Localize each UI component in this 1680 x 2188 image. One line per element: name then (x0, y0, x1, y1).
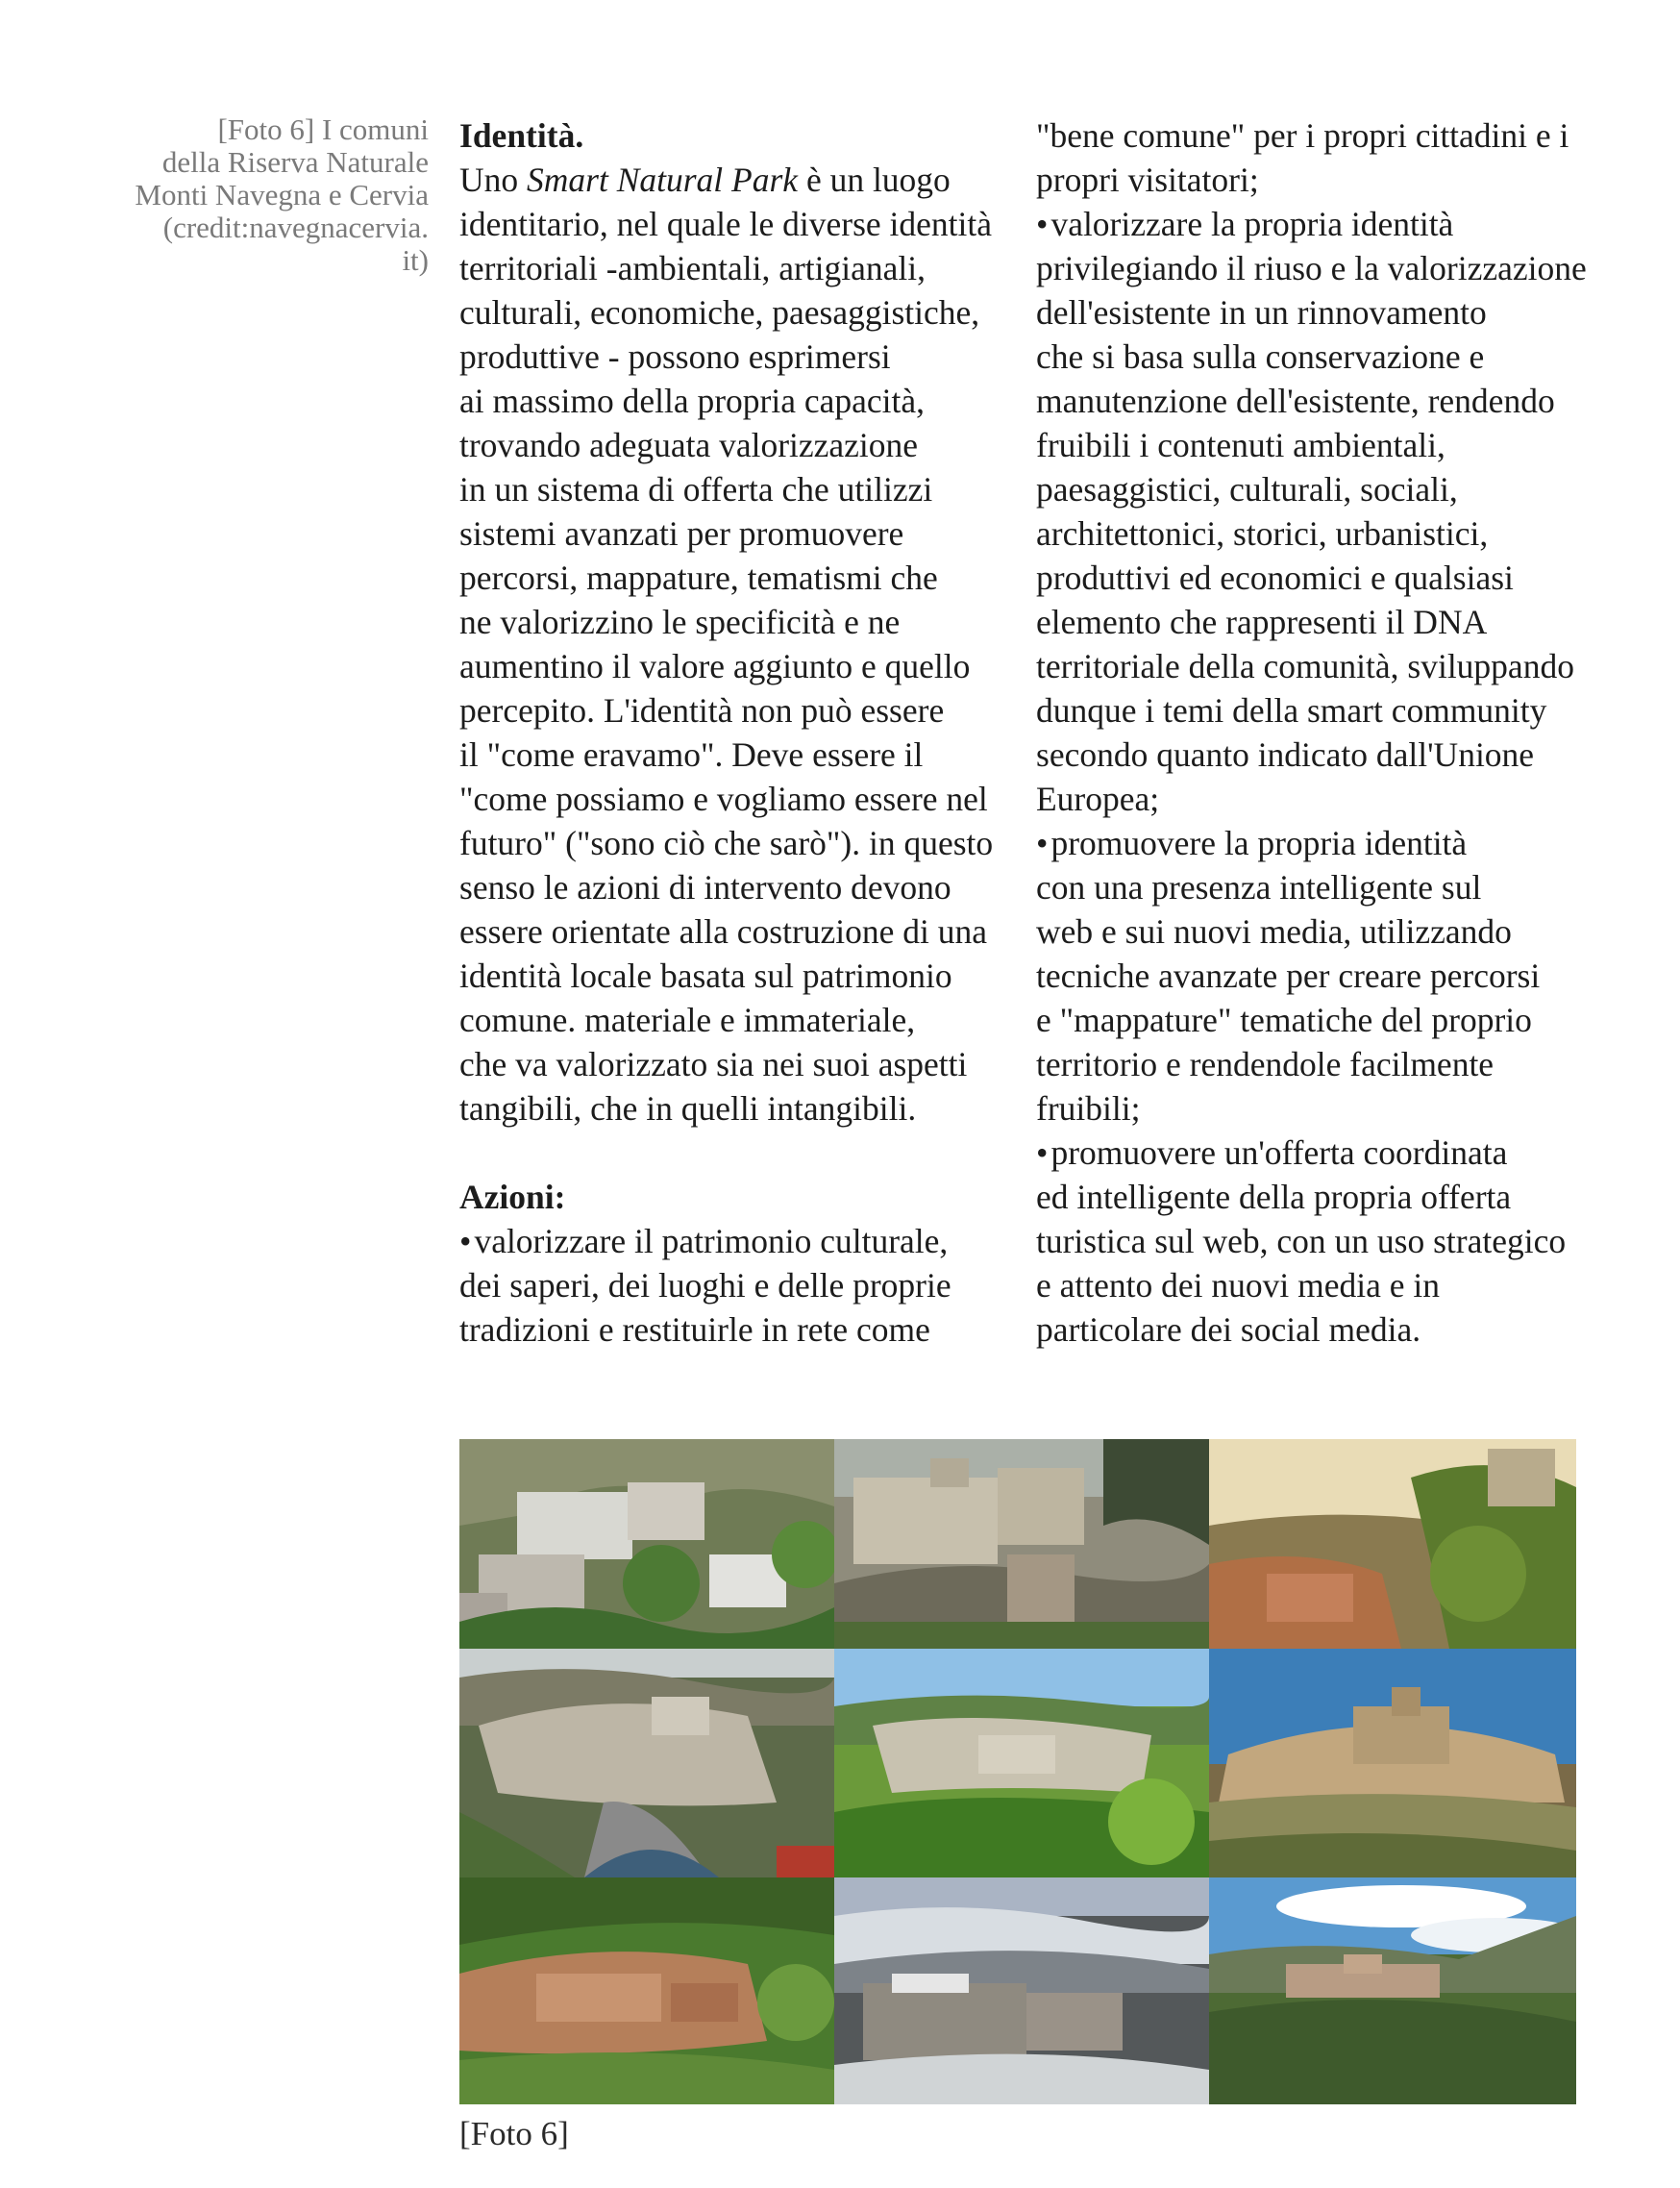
text-line: che si basa sulla conservazione e (1036, 337, 1485, 376)
village-photo-9 (1209, 1877, 1576, 2104)
text-line: dei saperi, dei luoghi e delle proprie (459, 1266, 951, 1305)
bullet-item: • promuovere la propria identità (1036, 821, 1613, 865)
text-line: percepito. L'identità non può essere (459, 691, 945, 730)
text-line: tradizioni e restituirle in rete come (459, 1310, 930, 1349)
text-line: fruibili i contenuti ambientali, (1036, 426, 1445, 464)
caption-line: (credit:navegnacervia. (162, 211, 429, 244)
photo-collage (459, 1439, 1576, 2104)
text-line: tangibili, che in quelli intangibili. (459, 1089, 917, 1128)
text-line: territoriali -ambientali, artigianali, (459, 249, 926, 287)
text-line: sistemi avanzati per promuovere (459, 514, 904, 553)
text-line: elemento che rappresenti il DNA (1036, 603, 1488, 641)
village-photo-8 (834, 1877, 1209, 2104)
bullet-item: • valorizzare il patrimonio culturale, (459, 1219, 1017, 1263)
text-line: aumentino il valore aggiunto e quello (459, 647, 971, 685)
text-line: manutenzione dell'esistente, rendendo (1036, 382, 1555, 420)
village-photo-3 (1209, 1439, 1576, 1649)
village-photo-7 (459, 1877, 834, 2104)
text-line: produttivi ed economici e qualsiasi (1036, 559, 1514, 597)
section-heading-azioni: Azioni: (459, 1178, 566, 1216)
text-line: particolare dei social media. (1036, 1310, 1421, 1349)
text-line: ai massimo della propria capacità, (459, 382, 925, 420)
text-line: ne valorizzino le specificità e ne (459, 603, 901, 641)
text-line: futuro" ("sono ciò che sarò"). in questo (459, 824, 994, 862)
village-photo-6 (1209, 1649, 1576, 1877)
text-line: turistica sul web, con un uso strategico (1036, 1222, 1567, 1260)
text-line: e attento dei nuovi media e in (1036, 1266, 1440, 1305)
text-line: in un sistema di offerta che utilizzi (459, 470, 933, 509)
village-photo-1 (459, 1439, 834, 1649)
text-line: tecniche avanzate per creare percorsi (1036, 957, 1541, 995)
text-line: territoriale della comunità, sviluppando (1036, 647, 1574, 685)
text-line: territorio e rendendole facilmente (1036, 1045, 1495, 1083)
text-line: "come possiamo e vogliamo essere nel (459, 780, 988, 818)
village-photo-4 (459, 1649, 834, 1877)
text-line: "bene comune" per i propri cittadini e i (1036, 116, 1569, 155)
text-line: culturali, economiche, paesaggistiche, (459, 293, 980, 332)
text-line: architettonici, storici, urbanistici, (1036, 514, 1489, 553)
text-line: privilegiando il riuso e la valorizzazione (1036, 249, 1587, 287)
smart-natural-park-term: Smart Natural Park (527, 161, 799, 199)
village-photo-5 (834, 1649, 1209, 1877)
caption-line: della Riserva Naturale (161, 145, 429, 179)
caption-line: it) (402, 243, 429, 277)
bullet-item: • valorizzare la propria identità (1036, 202, 1613, 246)
text-line: dell'esistente in un rinnovamento (1036, 293, 1487, 332)
text-line: percorsi, mappature, tematismi che (459, 559, 938, 597)
bullet-item: • promuovere un'offerta coordinata (1036, 1131, 1613, 1175)
paragraph-spacer (459, 1131, 1017, 1175)
text-line: con una presenza intelligente sul (1036, 868, 1482, 907)
text-line: essere orientate alla costruzione di una (459, 912, 988, 951)
village-photo-2 (834, 1439, 1209, 1649)
text-line: Europea; (1036, 780, 1160, 818)
text-line: produttive - possono esprimersi (459, 337, 891, 376)
left-text-column (459, 113, 1017, 1352)
intro-line: Uno Smart Natural Park è un luogo (459, 161, 951, 199)
text-line: che va valorizzato sia nei suoi aspetti (459, 1045, 968, 1083)
caption-line: Monti Navegna e Cervia (135, 178, 429, 211)
text-line: il "come eravamo". Deve essere il (459, 735, 924, 774)
section-heading-identita: Identità. (459, 116, 584, 155)
text-line: propri visitatori; (1036, 161, 1259, 199)
text-line: paesaggistici, culturali, sociali, (1036, 470, 1458, 509)
text-line: identità locale basata sul patrimonio (459, 957, 952, 995)
text-line: dunque i temi della smart community (1036, 691, 1547, 730)
text-line: e "mappature" tematiche del proprio (1036, 1001, 1532, 1039)
photo-label: [Foto 6] (459, 2115, 569, 2152)
text-line: web e sui nuovi media, utilizzando (1036, 912, 1512, 951)
text-line: secondo quanto indicato dall'Unione (1036, 735, 1535, 774)
photo-caption (96, 113, 429, 277)
text-line: comune. materiale e immateriale, (459, 1001, 916, 1039)
right-text-column (1036, 113, 1613, 1352)
text-line: ed intelligente della propria offerta (1036, 1178, 1512, 1216)
text-line: identitario, nel quale le diverse identità (459, 205, 992, 243)
text-line: trovando adeguata valorizzazione (459, 426, 919, 464)
caption-line: [Foto 6] I comuni (217, 112, 429, 146)
text-line: fruibili; (1036, 1089, 1141, 1128)
text-line: senso le azioni di intervento devono (459, 868, 951, 907)
